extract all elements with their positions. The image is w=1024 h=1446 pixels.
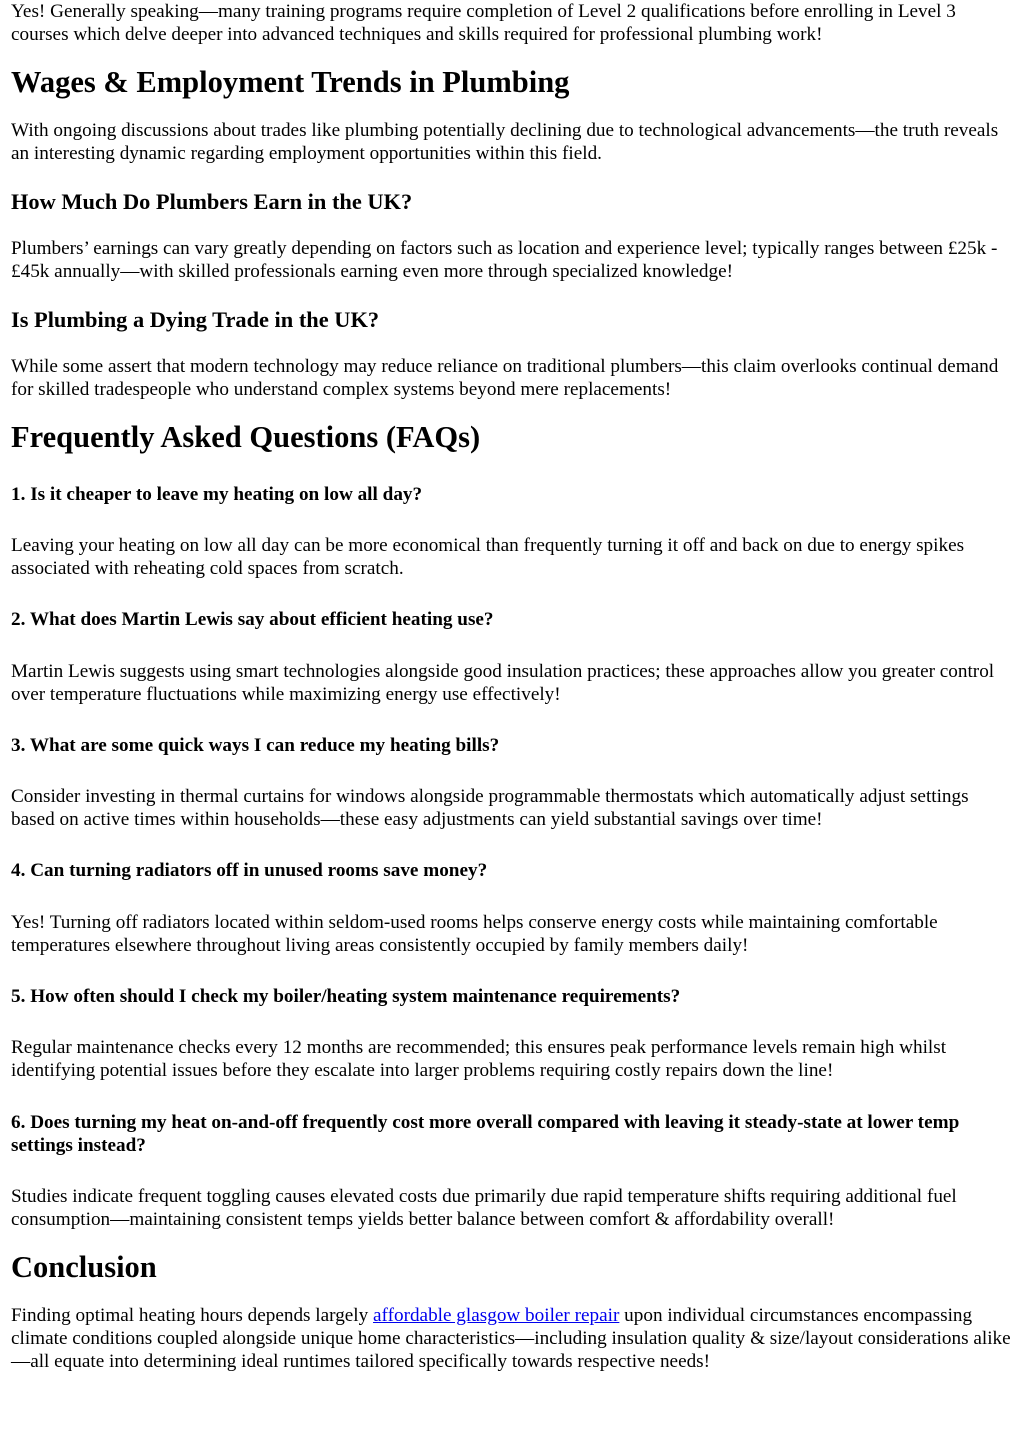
faq-question: 6. Does turning my heat on-and-off frequently cost more overall compared with leaving it steady-state at lower temp settings instead? — [11, 1112, 960, 1156]
intro-paragraph: Yes! Generally speaking—many training programs require completion of Level 2 qualifications before enrolling in Level 3 courses which delve deeper into advanced techniques and skills required for professional plumbing work! — [11, 1, 956, 45]
dying-trade-heading: Is Plumbing a Dying Trade in the UK? — [11, 307, 380, 332]
conclusion-paragraph — [11, 1304, 1014, 1373]
conclusion-heading: Conclusion — [11, 1250, 157, 1284]
conclusion-text-end: upon individual circumstances encompassing climate conditions coupled alongside unique home characteristics—including insulation quality & size/layout considerations alike—all equate into determining ideal runtimes tailored specifically towards respective needs! — [11, 1305, 1011, 1372]
faq-question: 1. Is it cheaper to leave my heating on low all day? — [11, 484, 423, 505]
faq-answer: Studies indicate frequent toggling causes elevated costs due primarily due rapid temperature shifts requiring additional fuel consumption—maintaining consistent temps yields better balance between comfort & affordability overall! — [11, 1186, 957, 1230]
faq-answer: Martin Lewis suggests using smart technologies alongside good insulation practices; these approaches allow you greater control over temperature fluctuations while maximizing energy use effectively! — [11, 661, 995, 705]
faq-question: 3. What are some quick ways I can reduce my heating bills? — [11, 735, 500, 756]
dying-trade-paragraph: While some assert that modern technology may reduce reliance on traditional plumbers—this claim overlooks continual demand for skilled tradespeople who understand complex systems beyond mere replacements! — [11, 356, 999, 400]
wages-heading: Wages & Employment Trends in Plumbing — [11, 65, 570, 99]
conclusion-text-start: Finding optimal heating hours depends largely — [11, 1305, 374, 1326]
faqs-heading: Frequently Asked Questions (FAQs) — [11, 420, 481, 454]
faq-answer: Regular maintenance checks every 12 months are recommended; this ensures peak performance levels remain high whilst identifying potential issues before they escalate into larger problems requiring costly repairs down the line! — [11, 1037, 947, 1081]
faq-answer: Consider investing in thermal curtains for windows alongside programmable thermostats which automatically adjust settings based on active times within households—these easy adjustments can yield substantial savings over time! — [11, 786, 969, 830]
faq-question: 2. What does Martin Lewis say about efficient heating use? — [11, 609, 494, 630]
earnings-paragraph: Plumbers’ earnings can vary greatly depending on factors such as location and experience level; typically ranges between £25k - £45k annually—with skilled professionals earning even more through specialized knowledge! — [11, 238, 998, 282]
faq-list — [11, 483, 1014, 1231]
earnings-heading: How Much Do Plumbers Earn in the UK? — [11, 189, 413, 214]
faq-answer: Yes! Turning off radiators located within seldom-used rooms helps conserve energy costs while maintaining comfortable temperatures elsewhere throughout living areas consistently occupied by family members daily! — [11, 912, 938, 956]
faq-answer: Leaving your heating on low all day can be more economical than frequently turning it off and back on due to energy spikes associated with reheating cold spaces from scratch. — [11, 535, 965, 579]
faq-question: 4. Can turning radiators off in unused rooms save money? — [11, 860, 488, 881]
faq-question: 5. How often should I check my boiler/heating system maintenance requirements? — [11, 986, 681, 1007]
affordable-glasgow-boiler-repair-link[interactable]: affordable glasgow boiler repair — [373, 1305, 620, 1326]
wages-paragraph: With ongoing discussions about trades like plumbing potentially declining due to technological advancements—the truth reveals an interesting dynamic regarding employment opportunities within this field. — [11, 120, 999, 164]
